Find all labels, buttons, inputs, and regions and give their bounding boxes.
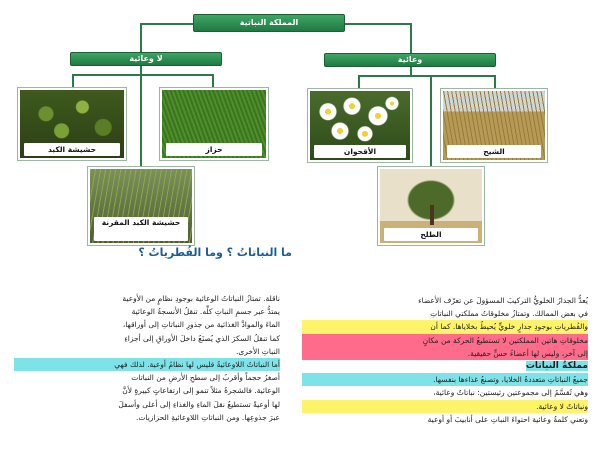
subheading-text: مملكةُ النباتات xyxy=(525,361,588,372)
text-line: وتعني كلمةُ وعائية احتواءَ النباتِ على أنابيبَ أو أوعية xyxy=(427,414,588,424)
text-line: إلى آخر، وليس لها أعضاءُ حسٍّ حقيقية. xyxy=(302,347,588,360)
section-heading: ما النباتاتُ ؟ وما الفُطرياتُ ؟ xyxy=(138,246,292,259)
connector xyxy=(410,23,412,53)
connector xyxy=(140,66,142,74)
acacia-photo xyxy=(378,167,484,245)
connector xyxy=(410,67,412,75)
photo-caption: الأقحوان xyxy=(314,145,406,158)
text-line: الوعائية. فالشجرةُ مثلاً تنمو إلى ارتفاعاتٍ كبيرةٍ لأنَّ xyxy=(122,386,280,396)
root-node: المملكة النباتية xyxy=(193,14,345,32)
text-line: يُعدُّ الجدارُ الخلويُّ التركيبَ المسؤولَ عن تعرّف الأعضاء xyxy=(418,296,588,305)
hornwort-photo xyxy=(88,167,194,245)
connector xyxy=(140,23,193,25)
connector xyxy=(140,23,142,52)
connector xyxy=(345,23,410,25)
text-line: أما النباتاتُ اللاوعائيةُ فليس لها نظامُ أوعية. لذلك فهي xyxy=(14,358,280,371)
subheading xyxy=(302,360,588,373)
text-line: الماءَ والموادَّ الغذائية من جذورِ النباتاتِ إلى أوراقها، xyxy=(122,320,280,330)
text-line: أصغرُ حجماً وأقربُ إلى سطحِ الأرضِ من النباتات xyxy=(131,373,280,383)
connector xyxy=(72,74,214,76)
connector xyxy=(358,75,496,77)
chamomile-photo xyxy=(308,89,412,162)
connector xyxy=(494,75,496,89)
connector xyxy=(358,75,360,89)
photo-caption: الشيح xyxy=(447,145,541,158)
text-line: كما تنقلُ السكرَ الذي يُصنَعُ داخلَ الأوراقِ إلى أجزاءِ xyxy=(124,333,280,343)
connector xyxy=(72,74,74,88)
photo-caption: حزاز xyxy=(166,143,262,156)
connector xyxy=(212,74,214,88)
tree-trunk xyxy=(430,205,434,225)
photo-caption: حشيشة الكبد xyxy=(24,143,120,156)
text-line: جميعُ النباتاتِ متعددةُ الخلايا، وتصنعُ غذاءها بنفسها. xyxy=(302,373,588,386)
vascular-node: وعائية xyxy=(324,53,496,67)
text-line: مخلوقاتِ هاتين المملكتين لا تستطيعُ الحركة من مكانٍ xyxy=(302,334,588,347)
text-line: في بعض الممالك. وتمتازُ مخلوقاتُ مملكتي النباتاتِ xyxy=(430,309,588,319)
liverwort-photo xyxy=(18,88,126,160)
text-line: والفُطرياتِ بوجودِ جدارٍ خلويٍّ يُحيطُ بخلاياها. كما أن xyxy=(302,320,588,333)
right-column xyxy=(302,294,588,426)
text-line: ناقلة. تمتازُ النباتاتُ الوعائية بوجودِ نظامٍ من الأوعية xyxy=(122,294,280,303)
text-line: النباتِ الأخرى. xyxy=(235,346,280,356)
text-line: يمتدُّ عبر جسمِ النباتِ كلِّه. تنقلُ الأنسجةُ الوعائية xyxy=(131,307,280,317)
connector xyxy=(140,74,142,167)
photo-caption: الطلح xyxy=(384,228,478,241)
connector xyxy=(430,75,432,167)
text-line: ونباتاتٌ لا وعائية. xyxy=(302,400,588,413)
text-line: لها أوعيةً تستطيعُ نقلَ الماءِ والغذاءِ إلى أعلى وأسفلَ xyxy=(118,399,280,409)
nonvascular-node: لا وعائية xyxy=(70,52,222,66)
text-line: وهي تُقسَّمُ إلى مجموعتين رئيستين: نباتاتٌ وعائية، xyxy=(433,388,588,398)
moss-photo xyxy=(160,88,268,160)
text-line: عبرَ جذوعِها. ومن النباتاتِ اللاوعائيةِ الحزازيات. xyxy=(135,412,280,422)
left-column xyxy=(14,292,280,424)
photo-caption: حشيشة الكبد المقرنة xyxy=(94,217,188,241)
wormwood-photo xyxy=(441,89,547,162)
